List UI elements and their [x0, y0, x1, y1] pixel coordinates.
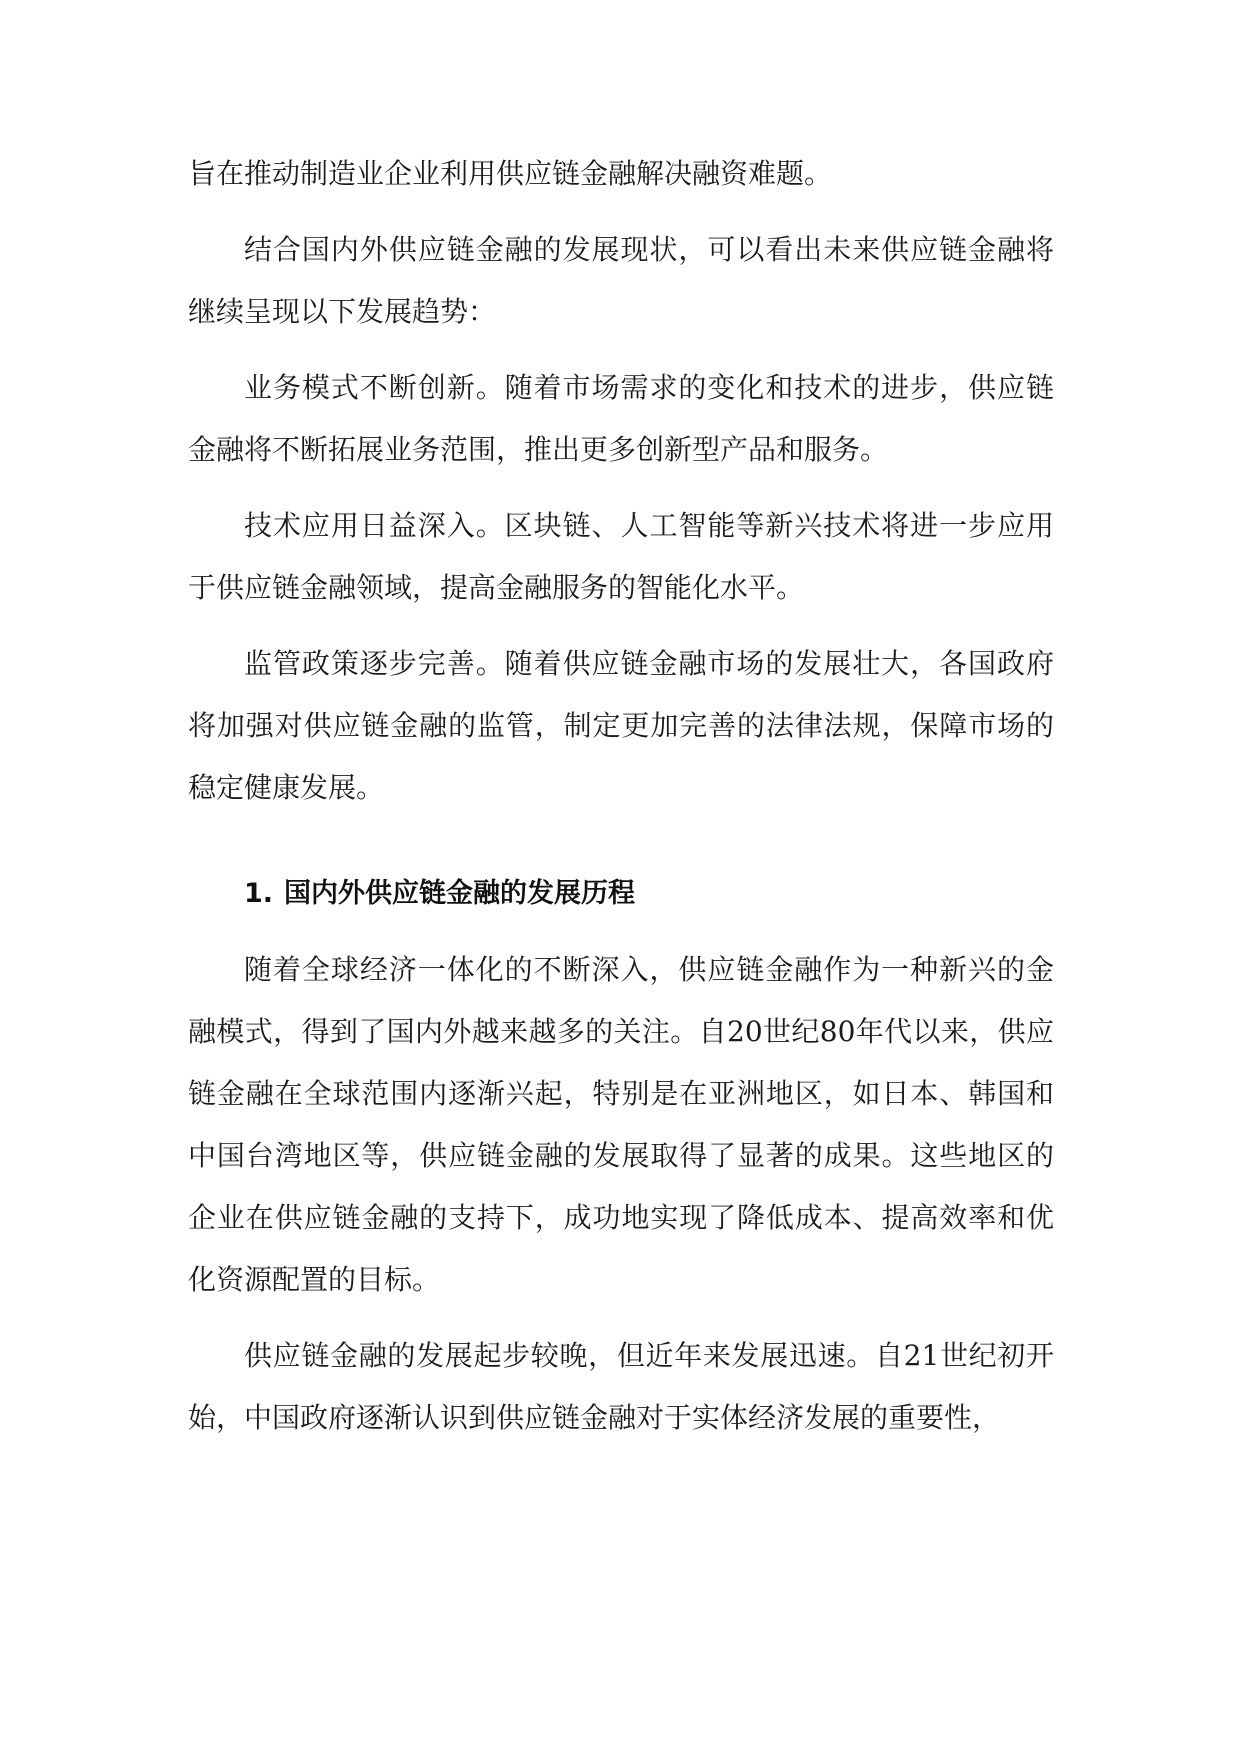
paragraph-regulation: 监管政策逐步完善。随着供应链金融市场的发展壮大，各国政府将加强对供应链金融的监管，制定更加完善的法律法规，保障市场的稳定健康发展。: [188, 647, 1054, 804]
paragraph-business-innovation: 业务模式不断创新。随着市场需求的变化和技术的进步，供应链金融将不断拓展业务范围，推出更多创新型产品和服务。: [188, 371, 1054, 466]
section-heading: [188, 863, 1054, 925]
section-number: 1.: [244, 878, 274, 909]
paragraph-trends-intro: 结合国内外供应链金融的发展现状，可以看出未来供应链金融将继续呈现以下发展趋势：: [188, 233, 1054, 328]
paragraph-history-global: 随着全球经济一体化的不断深入，供应链金融作为一种新兴的金融模式，得到了国内外越来越多的关注。自20世纪80年代以来，供应链金融在全球范围内逐渐兴起，特别是在亚洲地区，如日本、韩国和中国台湾地区等，供应链金融的发展取得了显著的成果。这些地区的企业在供应链金融的支持下，成功地实现了降低成本、提高效率和优化资源配置的目标。: [188, 953, 1054, 1296]
paragraph-technology-application: 技术应用日益深入。区块链、人工智能等新兴技术将进一步应用于供应链金融领域，提高金融服务的智能化水平。: [188, 509, 1054, 604]
document-body: [188, 143, 1054, 1463]
paragraph-continuation: 旨在推动制造业企业利用供应链金融解决融资难题。: [188, 157, 833, 190]
section-title: 国内外供应链金融的发展历程: [284, 878, 635, 909]
paragraph-history-china: 供应链金融的发展起步较晚，但近年来发展迅速。自21世纪初开始，中国政府逐渐认识到供应链金融对于实体经济发展的重要性，: [188, 1339, 1054, 1434]
